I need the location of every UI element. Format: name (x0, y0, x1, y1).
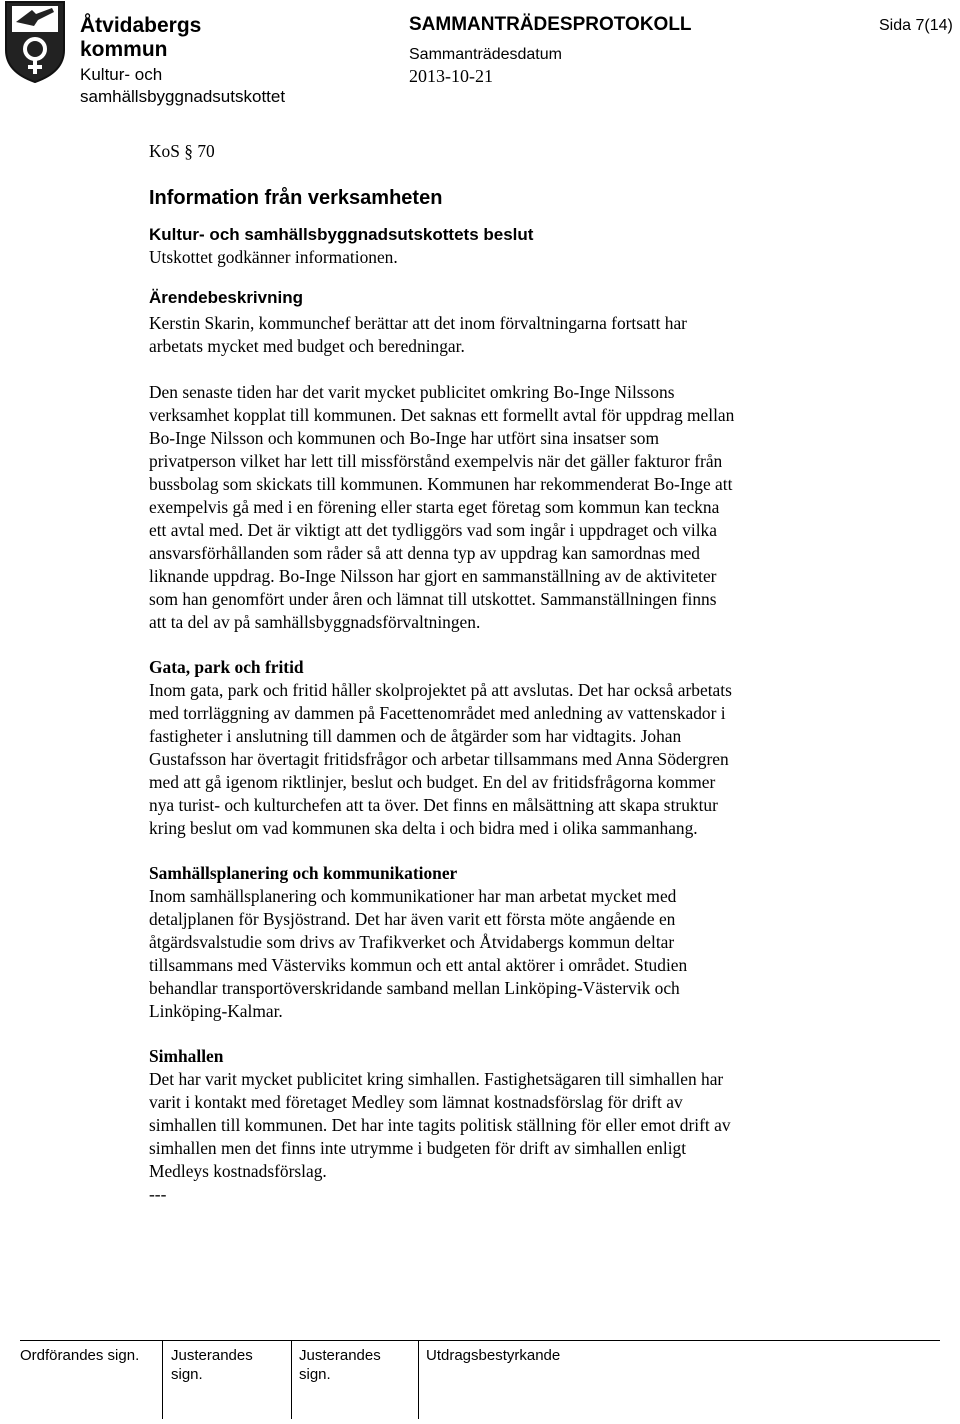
org-name-line1: Åtvidabergs (80, 14, 202, 37)
text-line: att ta del av på samhällsbyggnadsförvaltningen. (149, 612, 481, 632)
text-line: simhallen men det finns inte utrymme i budgeten för drift av simhallen enligt (149, 1138, 687, 1158)
text-line: Gustafsson har övertagit fritidsfrågor och arbetar tillsammans med Anna Södergren (149, 749, 729, 769)
text-line: exempelvis gå med i en förening eller starta eget företag som kommun kan teckna (149, 497, 720, 517)
description-heading: Ärendebeskrivning (149, 288, 303, 307)
text-line: arbetats mycket med budget och beredningar. (149, 336, 465, 356)
text-line: åtgärdsvalstudie som drivs av Trafikverket och Åtvidabergs kommun deltar (149, 932, 675, 952)
decision-heading: Kultur- och samhällsbyggnadsutskottets beslut (149, 225, 534, 244)
footer-extract-label: Utdragsbestyrkande (426, 1347, 561, 1364)
footer-extract-certification (426, 1346, 560, 1365)
paragraph-pool (149, 1068, 839, 1183)
org-name-line2: kommun (80, 38, 168, 61)
footer-divider (20, 1340, 940, 1341)
planning-heading: Samhällsplanering och kommunikationer (149, 863, 458, 883)
text-line: liknande uppdrag. Bo-Inge Nilsson har gjort en sammanställning av de aktiviteter (149, 566, 717, 586)
text-line: Den senaste tiden har det varit mycket publicitet omkring Bo-Inge Nilssons (149, 382, 675, 402)
text-line: med att gå igenom riktlinjer, beslut och budget. En del av fritidsfrågorna kommer (149, 772, 716, 792)
organization-name (80, 14, 201, 62)
text-line: Bo-Inge Nilsson och kommunen och Bo-Inge har utfört sina insatser som (149, 428, 660, 448)
end-mark: --- (149, 1184, 167, 1204)
footer-adjuster-label: Justerandes (171, 1347, 253, 1364)
meeting-date-label: Sammanträdesdatum (409, 46, 562, 63)
text-line: Det har varit mycket publicitet kring simhallen. Fastighetsägaren till simhallen har (149, 1069, 724, 1089)
paragraph-intro (149, 312, 839, 358)
paragraph-park (149, 679, 839, 840)
text-line: med torrläggning av dammen på Facettenområdet med anledning av vattenskador i (149, 703, 726, 723)
footer-chair-label: Ordförandes sign. (20, 1347, 140, 1364)
text-line: kring beslut om vad kommunen ska delta i och bidra med i olika sammanhang. (149, 818, 698, 838)
text-line: Kerstin Skarin, kommunchef berättar att det inom förvaltningarna fortsatt har (149, 313, 687, 333)
footer-separator (418, 1341, 419, 1419)
minutes-content (149, 140, 839, 1206)
page-number: Sida 7(14) (879, 17, 953, 34)
decision-text: Utskottet godkänner informationen. (149, 247, 398, 267)
organization-unit (80, 64, 285, 108)
text-line: nya turist- och kulturchefen att ta över. Det finns en målsättning att skapa struktur (149, 795, 718, 815)
text-line: ansvarsförhållanden som råder så att denna typ av uppdrag kan samordnas med (149, 543, 701, 563)
unit-line2: samhällsbyggnadsutskottet (80, 87, 286, 106)
text-line: Medleys kostnadsförslag. (149, 1161, 327, 1181)
municipal-coat-of-arms-icon (2, 0, 68, 84)
text-line: Inom samhällsplanering och kommunikationer har man arbetat mycket med (149, 886, 677, 906)
text-line: tillsammans med Västerviks kommun och ett antal aktörer i området. Studien (149, 955, 688, 975)
footer-separator (291, 1341, 292, 1419)
footer-adjuster-signature-2 (299, 1346, 381, 1384)
text-line: detaljplanen för Bysjöstrand. Det har även varit ett första möte angående en (149, 909, 676, 929)
unit-line1: Kultur- och (80, 65, 163, 84)
footer-chair-signature (20, 1346, 139, 1365)
document-title: SAMMANTRÄDESPROTOKOLL (409, 14, 692, 35)
text-line: Linköping-Kalmar. (149, 1001, 283, 1021)
text-line: simhallen till kommunen. Det har inte tagits politisk ställning för eller emot drift av (149, 1115, 731, 1135)
text-line: bussbolag som skickats till kommunen. Kommunen har rekommenderat Bo-Inge att (149, 474, 733, 494)
meeting-date-value: 2013-10-21 (409, 66, 493, 86)
text-line: som han genomfört under åren och lämnat till utskottet. Sammanställningen finns (149, 589, 717, 609)
footer-sign-label: sign. (299, 1366, 331, 1383)
pool-heading: Simhallen (149, 1046, 224, 1066)
text-line: fastigheter i anslutning till dammen och de åtgärder som har vidtagits. Johan (149, 726, 682, 746)
park-heading: Gata, park och fritid (149, 657, 304, 677)
paragraph-planning (149, 885, 839, 1023)
paragraph-reference: KoS § 70 (149, 141, 215, 161)
text-line: verksamhet kopplat till kommunen. Det saknas ett formellt avtal för uppdrag mellan (149, 405, 735, 425)
footer-adjuster-signature-1 (171, 1346, 253, 1384)
text-line: varit i kontakt med företaget Medley som lämnat kostnadsförslag för drift av (149, 1092, 683, 1112)
paragraph-publicity (149, 381, 839, 634)
text-line: ett avtal med. Det är viktigt att det tydliggörs vad som ingår i uppdraget och vilka (149, 520, 717, 540)
footer-adjuster-label: Justerandes (299, 1347, 381, 1364)
footer-separator (162, 1341, 163, 1419)
text-line: privatperson vilket har lett till missförstånd exempelvis när det gäller fakturor från (149, 451, 723, 471)
text-line: behandlar transportöverskridande samband mellan Linköping-Västervik och (149, 978, 680, 998)
footer-sign-label: sign. (171, 1366, 203, 1383)
section-title: Information från verksamheten (149, 187, 443, 209)
text-line: Inom gata, park och fritid håller skolprojektet på att avslutas. Det har också arbetats (149, 680, 732, 700)
